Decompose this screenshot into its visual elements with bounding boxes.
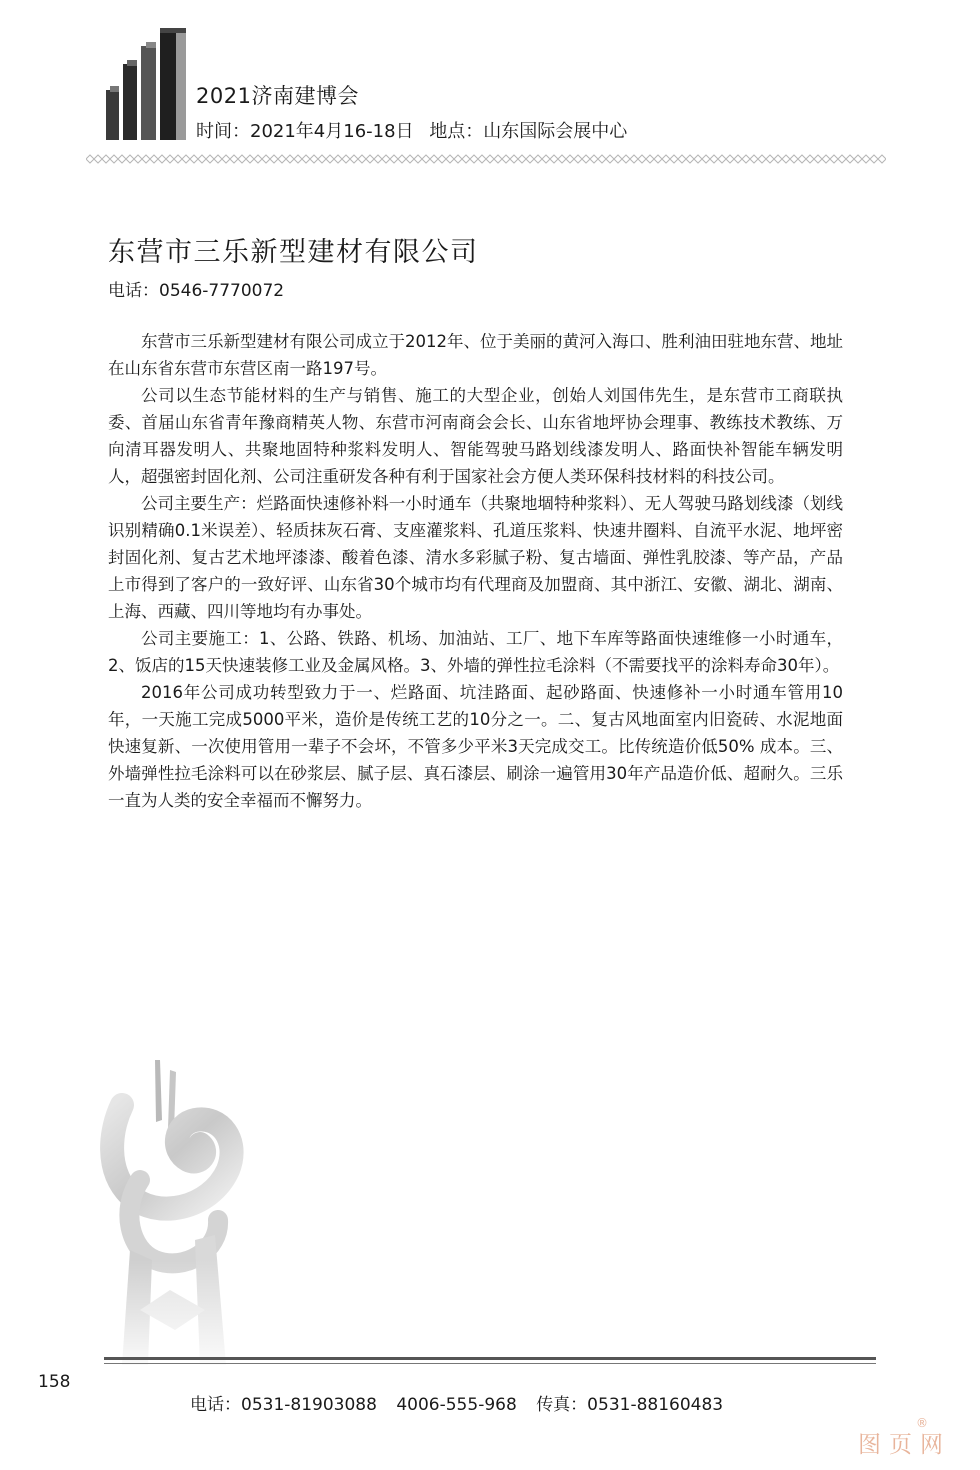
watermark-text: 图页网 [858, 1432, 951, 1458]
company-description [108, 328, 843, 814]
company-phone: 电话：0546-7770072 [108, 281, 285, 301]
quancheng-square-sculpture-icon [100, 1060, 270, 1365]
event-time: 时间：2021年4月16-18日 [196, 121, 414, 142]
event-title: 2021济南建博会 [196, 84, 359, 108]
footer-divider [104, 1357, 876, 1360]
page-number: 158 [38, 1372, 71, 1392]
registered-mark: ® [916, 1416, 928, 1430]
event-info [196, 117, 627, 143]
building-pillars-logo-icon [106, 28, 190, 140]
company-name: 东营市三乐新型建材有限公司 [108, 237, 479, 268]
header-divider [86, 153, 886, 165]
paragraph-products: 公司主要生产：烂路面快速修补料一小时通车（共聚地堌特种浆料）、无人驾驶马路划线漆（划线识别精确0.1米误差）、轻质抹灰石膏、支座灌浆料、孔道压浆料、快速井圈料、自流平水泥、地坪密封固化剂、复古艺术地坪漆漆、酸着色漆、清水多彩腻子粉、复古墙面、弹性乳胶漆、等产品，产品上市得到了客户的一致好评、山东省30个城市均有代理商及加盟商、其中浙江、安徽、湖北、湖南、上海、西藏、四川等地均有办事处。 [108, 494, 843, 621]
paragraph-intro: 东营市三乐新型建材有限公司成立于2012年、位于美丽的黄河入海口、胜利油田驻地东营、地址在山东省东营市东营区南一路197号。 [108, 332, 843, 378]
footer-fax: 传真：0531-88160483 [536, 1395, 724, 1415]
event-location: 地点：山东国际会展中心 [429, 121, 628, 142]
footer-phone: 电话：0531-81903088 [190, 1395, 377, 1415]
footer-contact [190, 1390, 737, 1415]
watermark [858, 1416, 951, 1459]
paragraph-transformation: 2016年公司成功转型致力于一、烂路面、坑洼路面、起砂路面、快速修补一小时通车管用10年，一天施工完成5000平米，造价是传统工艺的10分之一。二、复古风地面室内旧瓷砖、水泥地面快速复新、一次使用管用一辈子不会坏，不管多少平米3天完成交工。比传统造价低50% 成本。三、外墙弹性拉毛涂料可以在砂浆层、腻子层、真石漆层、刷涂一遍管用30年产品造价低、超耐久。三乐一直为人类的安全幸福而不懈努力。 [108, 683, 843, 810]
footer-divider-thin [104, 1363, 876, 1364]
paragraph-construction: 公司主要施工：1、公路、铁路、机场、加油站、工厂、地下车库等路面快速维修一小时通车，2、饭店的15天快速装修工业及金属风格。3、外墙的弹性拉毛涂料（不需要找平的涂料寿命30年）。 [108, 629, 843, 675]
footer-hotline: 4006-555-968 [396, 1395, 517, 1415]
paragraph-founder: 公司以生态节能材料的生产与销售、施工的大型企业，创始人刘国伟先生，是东营市工商联执委、首届山东省青年豫商精英人物、东营市河南商会会长、山东省地坪协会理事、教练技术教练、万向清耳器发明人、共聚地固特种浆料发明人、智能驾驶马路划线漆发明人、路面快补智能车辆发明人，超强密封固化剂、公司注重研发各种有利于国家社会方便人类环保科技材料的科技公司。 [108, 386, 843, 486]
